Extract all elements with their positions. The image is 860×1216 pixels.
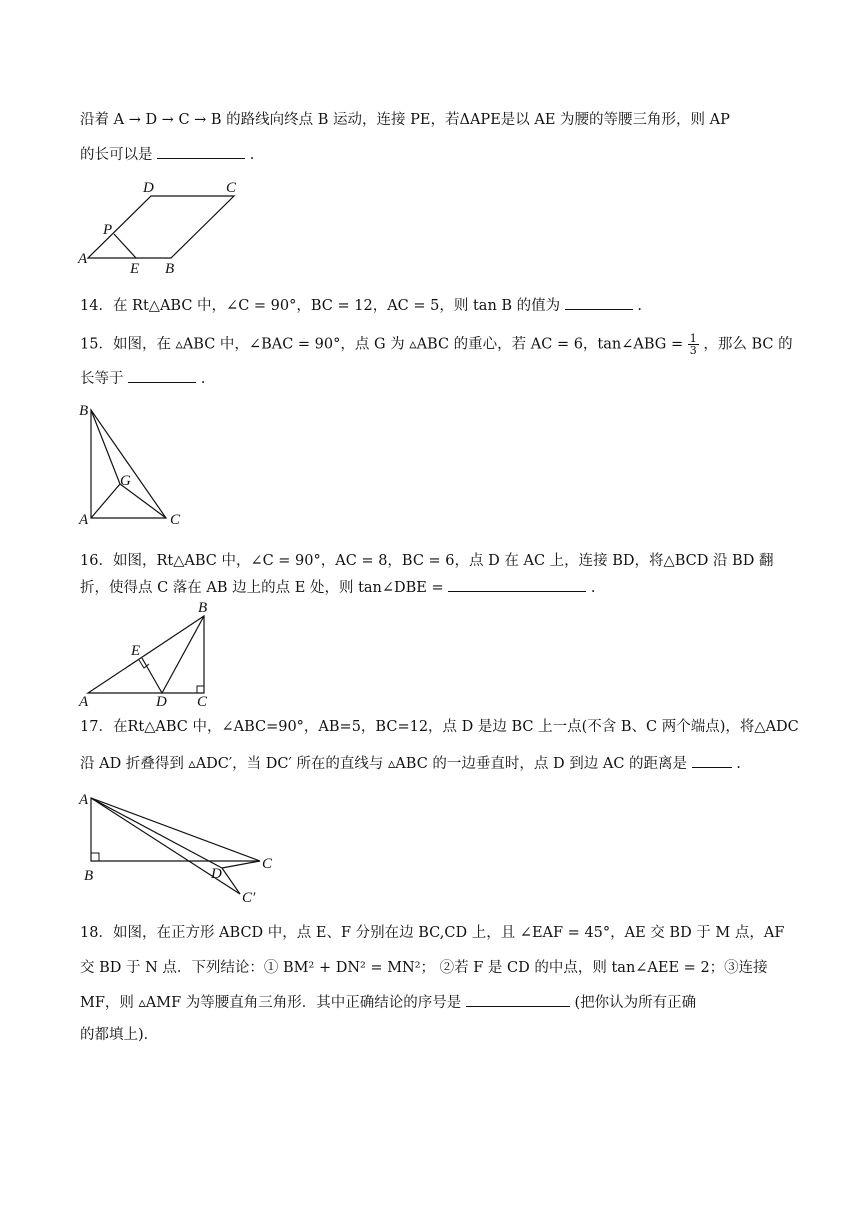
segment-bd: [162, 616, 204, 693]
q16-triangle-figure: [76, 598, 236, 710]
q14-line: [80, 295, 780, 316]
fraction-numerator: 1: [689, 332, 697, 345]
q17-line-2-text: 沿 AD 折叠得到 ▵ADC′，当 DC′ 所在的直线与 ▵ABC 的一边垂直时，点 D 到边 AC 的距离是: [80, 756, 688, 772]
label-d: D: [156, 694, 167, 710]
triangle-abc: [91, 410, 166, 518]
q18-line-4: 的都填上)．: [80, 1027, 159, 1043]
triangle-abc: [88, 616, 204, 693]
q15-line-2-text: 长等于: [80, 371, 124, 387]
q17-answer-blank[interactable]: [692, 753, 732, 768]
label-c: C: [197, 694, 208, 710]
label-c: C: [170, 512, 181, 528]
label-c: C: [262, 856, 273, 872]
label-a: A: [79, 512, 89, 528]
q15-line-1: [80, 332, 793, 357]
segment-dc: [222, 861, 260, 868]
label-c: C: [226, 180, 237, 196]
label-a: A: [78, 251, 88, 267]
label-b: B: [84, 868, 94, 884]
q15-line-2-end: .: [200, 371, 206, 387]
q18-line-3-b: (把你认为所有正确: [574, 995, 697, 1011]
q18-answer-blank[interactable]: [466, 992, 570, 1007]
q15-fraction: [688, 333, 699, 356]
q17-line-1: 17．在Rt△ABC 中，∠ABC=90°，AB=5，BC=12，点 D 是边 BC 上一点(不含 B、C 两个端点)，将△ADC: [80, 719, 799, 735]
q17-fold-figure: [76, 786, 286, 906]
label-d: D: [143, 180, 154, 196]
q18-line-2: 交 BD 于 N 点．下列结论：① BM² + DN² = MN²； ②若 F 是 CD 的中点，则 tan∠AEE = 2；③连接: [80, 960, 768, 976]
segment-pe: [114, 234, 136, 258]
label-g: G: [120, 473, 131, 489]
segment-ad: [91, 798, 222, 868]
q13-parallelogram-figure: [76, 176, 256, 276]
label-d: D: [211, 866, 222, 882]
q18-line-3: [80, 992, 780, 1013]
q14-end: .: [637, 298, 642, 314]
q15-answer-blank[interactable]: [128, 368, 196, 383]
q13-line-2-end: .: [249, 147, 255, 163]
q18-line-1: 18．如图，在正方形 ABCD 中，点 E、F 分别在边 BC,CD 上，且 ∠EAF = 45°，AE 交 BD 于 M 点，AF: [80, 925, 785, 941]
segments-bg-ga: [91, 410, 120, 518]
label-e: E: [131, 643, 141, 659]
fraction-denominator: 3: [689, 344, 697, 357]
label-e: E: [130, 261, 140, 276]
q16-line-2-text: 折，使得点 C 落在 AB 边上的点 E 处，则 tan∠DBE =: [80, 580, 444, 596]
q18-line-3-a: MF，则 ▵AMF 为等腰直角三角形．其中正确结论的序号是: [80, 995, 462, 1011]
q14-text: 14．在 Rt△ABC 中，∠C = 90°，BC = 12，AC = 5，则 tan B 的值为: [80, 298, 561, 314]
segment-ed: [142, 658, 162, 693]
q15-line-1-a: 15．如图，在 ▵ABC 中，∠BAC = 90°，点 G 为 ▵ABC 的重心，若 AC = 6，tan∠ABG =: [80, 336, 684, 353]
label-b: B: [79, 403, 89, 419]
q15-line-1-b: ，那么 BC 的: [703, 336, 793, 353]
q16-line-2: [80, 577, 780, 598]
segment-gc: [120, 484, 166, 518]
q13-answer-blank[interactable]: [157, 144, 245, 159]
q17-line-2: [80, 753, 780, 774]
segment-dc-prime: [222, 868, 240, 894]
q15-triangle-figure: [76, 398, 196, 530]
triangle-abc: [91, 798, 260, 861]
right-angle-mark-b: [91, 853, 99, 861]
q16-line-2-end: .: [590, 580, 596, 596]
label-a: A: [79, 694, 89, 710]
q16-answer-blank[interactable]: [448, 577, 586, 592]
q15-line-2: [80, 368, 780, 389]
q13-line-1: 沿着 A → D → C → B 的路线向终点 B 运动，连接 PE，若ΔAPE是以 AE 为腰的等腰三角形，则 AP: [80, 112, 730, 128]
q16-line-1: 16．如图，Rt△ABC 中，∠C = 90°，AC = 8，BC = 6，点 D 在 AC 上，连接 BD，将△BCD 沿 BD 翻: [80, 553, 774, 569]
right-angle-mark-c: [197, 686, 204, 693]
q14-answer-blank[interactable]: [565, 295, 633, 310]
label-b: B: [198, 600, 208, 616]
q17-line-2-end: .: [736, 756, 741, 772]
q13-line-2: [80, 144, 780, 165]
label-c-prime: C′: [242, 890, 256, 906]
label-p: P: [103, 222, 113, 238]
label-a: A: [79, 792, 89, 808]
q13-line-2-text: 的长可以是: [80, 147, 153, 163]
label-b: B: [165, 261, 175, 276]
